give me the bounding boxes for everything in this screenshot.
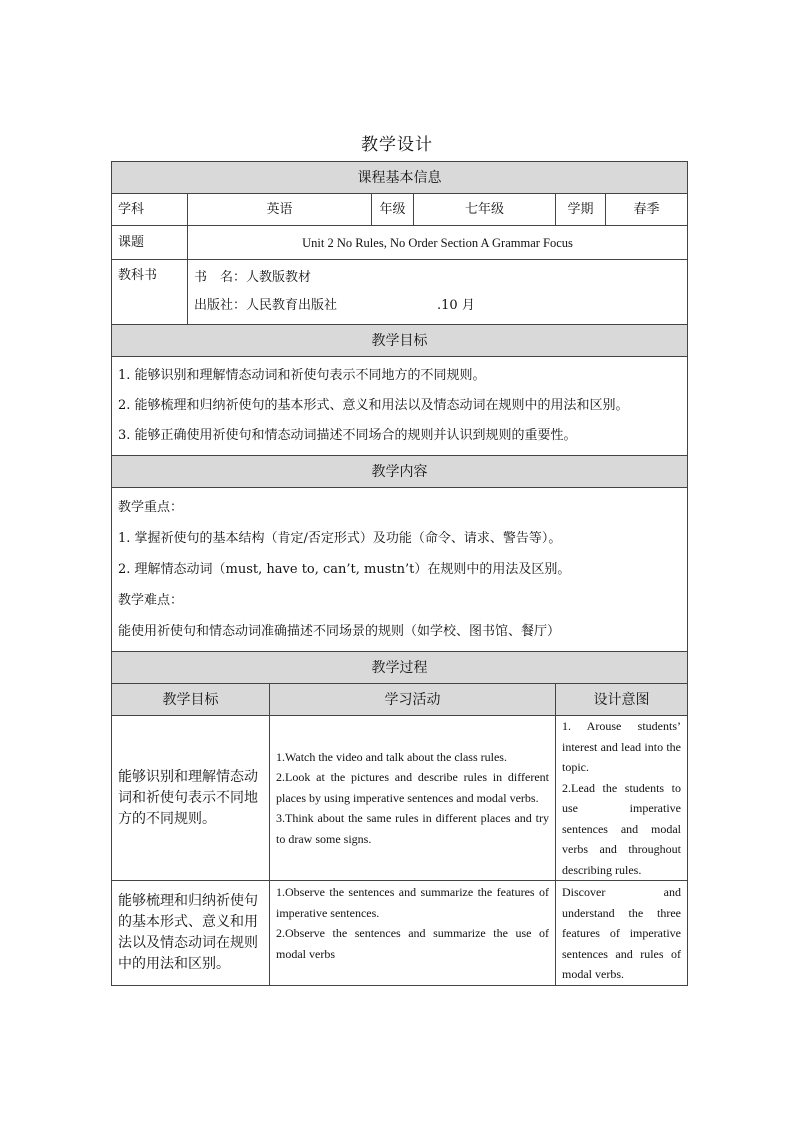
page-title: 教学设计 <box>361 135 433 155</box>
table-row <box>112 881 688 986</box>
intent-item: 1. Arouse students’ interest and lead into the topic. <box>562 719 681 774</box>
objective-item: 2. 能够梳理和归纳祈使句的基本形式、意义和用法以及情态动词在规则中的用法和区别。 <box>118 398 629 413</box>
difficulty-label: 教学难点： <box>118 593 184 608</box>
intent-item: Discover and understand the three features of imperative sentences and rules of modal verbs. <box>562 885 681 981</box>
activity-item: 1.Watch the video and talk about the class rules. <box>276 749 507 764</box>
textbook-label: 教科书 <box>112 260 188 325</box>
textbook-info <box>188 260 688 325</box>
process-goal: 能够识别和理解情态动词和祈使句表示不同地方的不同规则。 <box>112 716 270 881</box>
activity-item: 1.Observe the sentences and summarize the features of imperative sentences. <box>276 885 549 920</box>
section-objectives: 教学目标 <box>112 325 688 357</box>
process-activities <box>270 716 556 881</box>
process-header-goal: 教学目标 <box>112 684 270 716</box>
textbook-name: 书 名：人教版教材 <box>194 270 312 285</box>
process-header-intent: 设计意图 <box>556 684 688 716</box>
document-table-wrapper <box>111 161 687 986</box>
difficulty-text: 能使用祈使句和情态动词准确描述不同场景的规则（如学校、图书馆、餐厅） <box>118 624 561 639</box>
objectives-list <box>112 357 688 456</box>
section-process: 教学过程 <box>112 652 688 684</box>
publication-date: .10 月 <box>437 298 475 313</box>
grade-label: 年级 <box>372 194 414 226</box>
subject-label: 学科 <box>112 194 188 226</box>
objective-item: 3. 能够正确使用祈使句和情态动词描述不同场合的规则并认识到规则的重要性。 <box>118 428 577 443</box>
process-activities <box>270 881 556 986</box>
key-point-item: 2. 理解情态动词（must, have to, can’t, mustn’t）在规则中的用法及区别。 <box>118 562 571 577</box>
intent-item: 2.Lead the students to use imperative sentences and modal verbs and throughout describing rules. <box>562 780 681 877</box>
activity-item: 2.Observe the sentences and summarize the use of modal verbs <box>276 926 549 961</box>
section-content: 教学内容 <box>112 456 688 488</box>
objective-item: 1. 能够识别和理解情态动词和祈使句表示不同地方的不同规则。 <box>118 368 486 383</box>
grade-value: 七年级 <box>414 194 556 226</box>
subject-value: 英语 <box>188 194 372 226</box>
activity-item: 3.Think about the same rules in different places and try to draw some signs. <box>276 811 549 846</box>
topic-label: 课题 <box>112 226 188 260</box>
term-value: 春季 <box>606 194 688 226</box>
term-label: 学期 <box>556 194 606 226</box>
key-points-label: 教学重点： <box>118 500 184 515</box>
process-goal: 能够梳理和归纳祈使句的基本形式、意义和用法以及情态动词在规则中的用法和区别。 <box>112 881 270 986</box>
table-row <box>112 716 688 881</box>
publisher: 出版社：人民教育出版社 <box>194 298 338 313</box>
process-intent <box>556 716 688 881</box>
process-header-activity: 学习活动 <box>270 684 556 716</box>
key-point-item: 1. 掌握祈使句的基本结构（肯定/否定形式）及功能（命令、请求、警告等）。 <box>118 531 562 546</box>
section-basic-info: 课程基本信息 <box>112 162 688 194</box>
activity-item: 2.Look at the pictures and describe rules in different places by using imperative sentences and modal verbs. <box>276 770 549 805</box>
process-intent <box>556 881 688 986</box>
topic-value: Unit 2 No Rules, No Order Section A Grammar Focus <box>188 226 688 260</box>
content-block <box>112 488 688 652</box>
lesson-plan-table <box>111 161 688 986</box>
publisher-line <box>194 292 681 320</box>
